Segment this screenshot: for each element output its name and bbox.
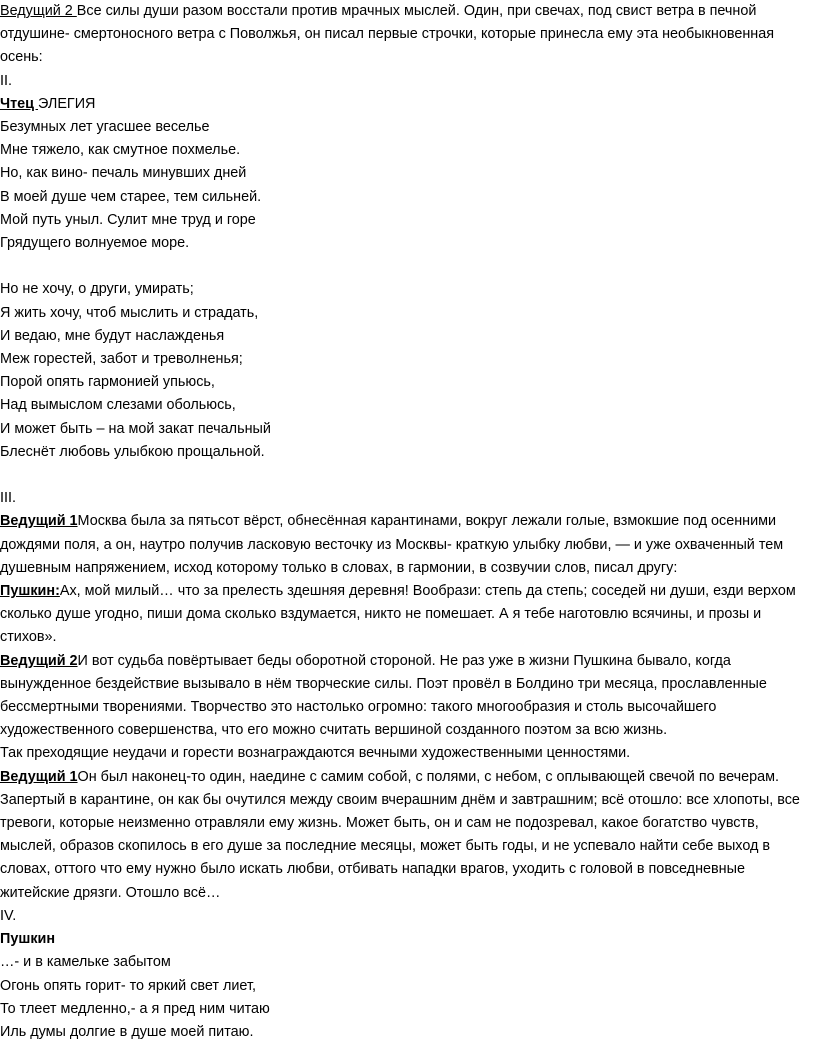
paragraph xyxy=(0,580,812,650)
poem-line: И ведаю, мне будут наслажденья xyxy=(0,327,225,344)
poem-line: Огонь опять горит- то яркий свет лиет, xyxy=(0,977,256,994)
paragraph xyxy=(0,766,812,905)
speaker-label: Ведущий 2 xyxy=(0,3,77,19)
poem-line: Я жить хочу, чтоб мыслить и страдать, xyxy=(0,304,259,321)
poem-line: Мне тяжело, как смутное похмелье. xyxy=(0,142,241,159)
paragraph-text: Ах, мой милый… что за прелесть здешняя деревня! Вообрази: степь да степь; соседей ни души, езди верхом сколько душе угодно, пиши дома сколько вздумается, никто не помешает. А я тебе наготовлю всячины, и прозы и стихов». xyxy=(0,583,796,646)
paragraph xyxy=(0,510,812,580)
poem-line: То тлеет медленно,- а я пред ним читаю xyxy=(0,1000,270,1017)
poem-line: И может быть – на мой закат печальный xyxy=(0,420,271,437)
paragraph-text: Все силы души разом восстали против мрачных мыслей. Один, при свечах, под свист ветра в печной отдушине- смертоносного ветра с Поволжья, он писал первые строчки, которые принесла ему эта необыкновенная осень: xyxy=(0,3,775,66)
paragraph-text: И вот судьба повёртывает беды оборотной стороной. Не раз уже в жизни Пушкина бывало, когда вынужденное бездействие вызывало в нём творческие силы. Поэт провёл в Болдино три месяца, прославленные бессмертными творениями. Творчество это настолько огромно: такого многообразия и столь высочайшего художественного совершенства, что его можно считать вершиной созданного поэтом за всю жизнь. xyxy=(0,652,767,739)
speaker-label: Пушкин: xyxy=(0,583,60,600)
section-break xyxy=(0,464,812,487)
poem-line: В моей душе чем старее, тем сильней. xyxy=(0,188,262,205)
poem-line: Порой опять гармонией упьюсь, xyxy=(0,374,215,391)
poem-line: Мой путь уныл. Сулит мне труд и горе xyxy=(0,211,256,228)
poem-line: …- и в камельке забытом xyxy=(0,954,171,971)
paragraph xyxy=(0,650,812,743)
poem-line: Над вымыслом слезами обольюсь, xyxy=(0,397,236,414)
paragraph: Так преходящие неудачи и горести вознаграждаются вечными художественными ценностями. xyxy=(0,745,631,762)
speaker-label: Чтец xyxy=(0,95,39,112)
section-numeral: II. xyxy=(0,72,12,89)
poem-line: Грядущего волнуемое море. xyxy=(0,235,190,252)
poem-heading xyxy=(0,93,812,116)
poem-title: ЭЛЕГИЯ xyxy=(38,95,96,112)
speaker-label: Ведущий 1 xyxy=(0,768,78,785)
paragraph-text: Он был наконец-то один, наедине с самим собой, с полями, с небом, с оплывающей свечой по вечерам. Запертый в карантине, он как бы очутился между своим вчерашним днём и завтрашним; всё отошло: все хлопоты, все тревоги, которые неизменно отравляли ему жизнь. Может быть, он и сам не подозревал, какое богатство чувств, мыслей, образов скопилось в его душе за последние месяцы, может быть годы, и не успевало найти себе выход в словах, оттого что ему нужно было искать любви, отбивать нападки врагов, уходить с головой в повседневные житейские дрязги. Отошло всё… xyxy=(0,768,800,901)
poem-line: Но не хочу, о други, умирать; xyxy=(0,281,194,298)
poem-line: Блеснёт любовь улыбкою прощальной. xyxy=(0,443,265,460)
poem-line: Меж горестей, забот и треволненья; xyxy=(0,351,243,368)
poem-line: Иль думы долгие в душе моей питаю. xyxy=(0,1023,254,1040)
poem-line: Но, как вино- печаль минувших дней xyxy=(0,165,247,182)
paragraph-intro xyxy=(0,0,812,70)
section-numeral: IV. xyxy=(0,907,17,924)
speaker-label: Ведущий 2 xyxy=(0,652,78,669)
stanza-break xyxy=(0,255,812,278)
paragraph-text: Москва была за пятьсот вёрст, обнесённая карантинами, вокруг лежали голые, взмокшие под осенними дождями поля, а он, наутро получив ласковую весточку из Москвы- краткую улыбку любви, — и уже охваченный тем душевным напряжением, исход которому только в словах, в гармонии, в созвучии слов, писал другу: xyxy=(0,513,784,576)
speaker-heading: Пушкин xyxy=(0,931,56,948)
section-numeral: III. xyxy=(0,490,16,507)
speaker-label: Ведущий 1 xyxy=(0,513,78,530)
poem-line: Безумных лет угасшее веселье xyxy=(0,119,210,136)
